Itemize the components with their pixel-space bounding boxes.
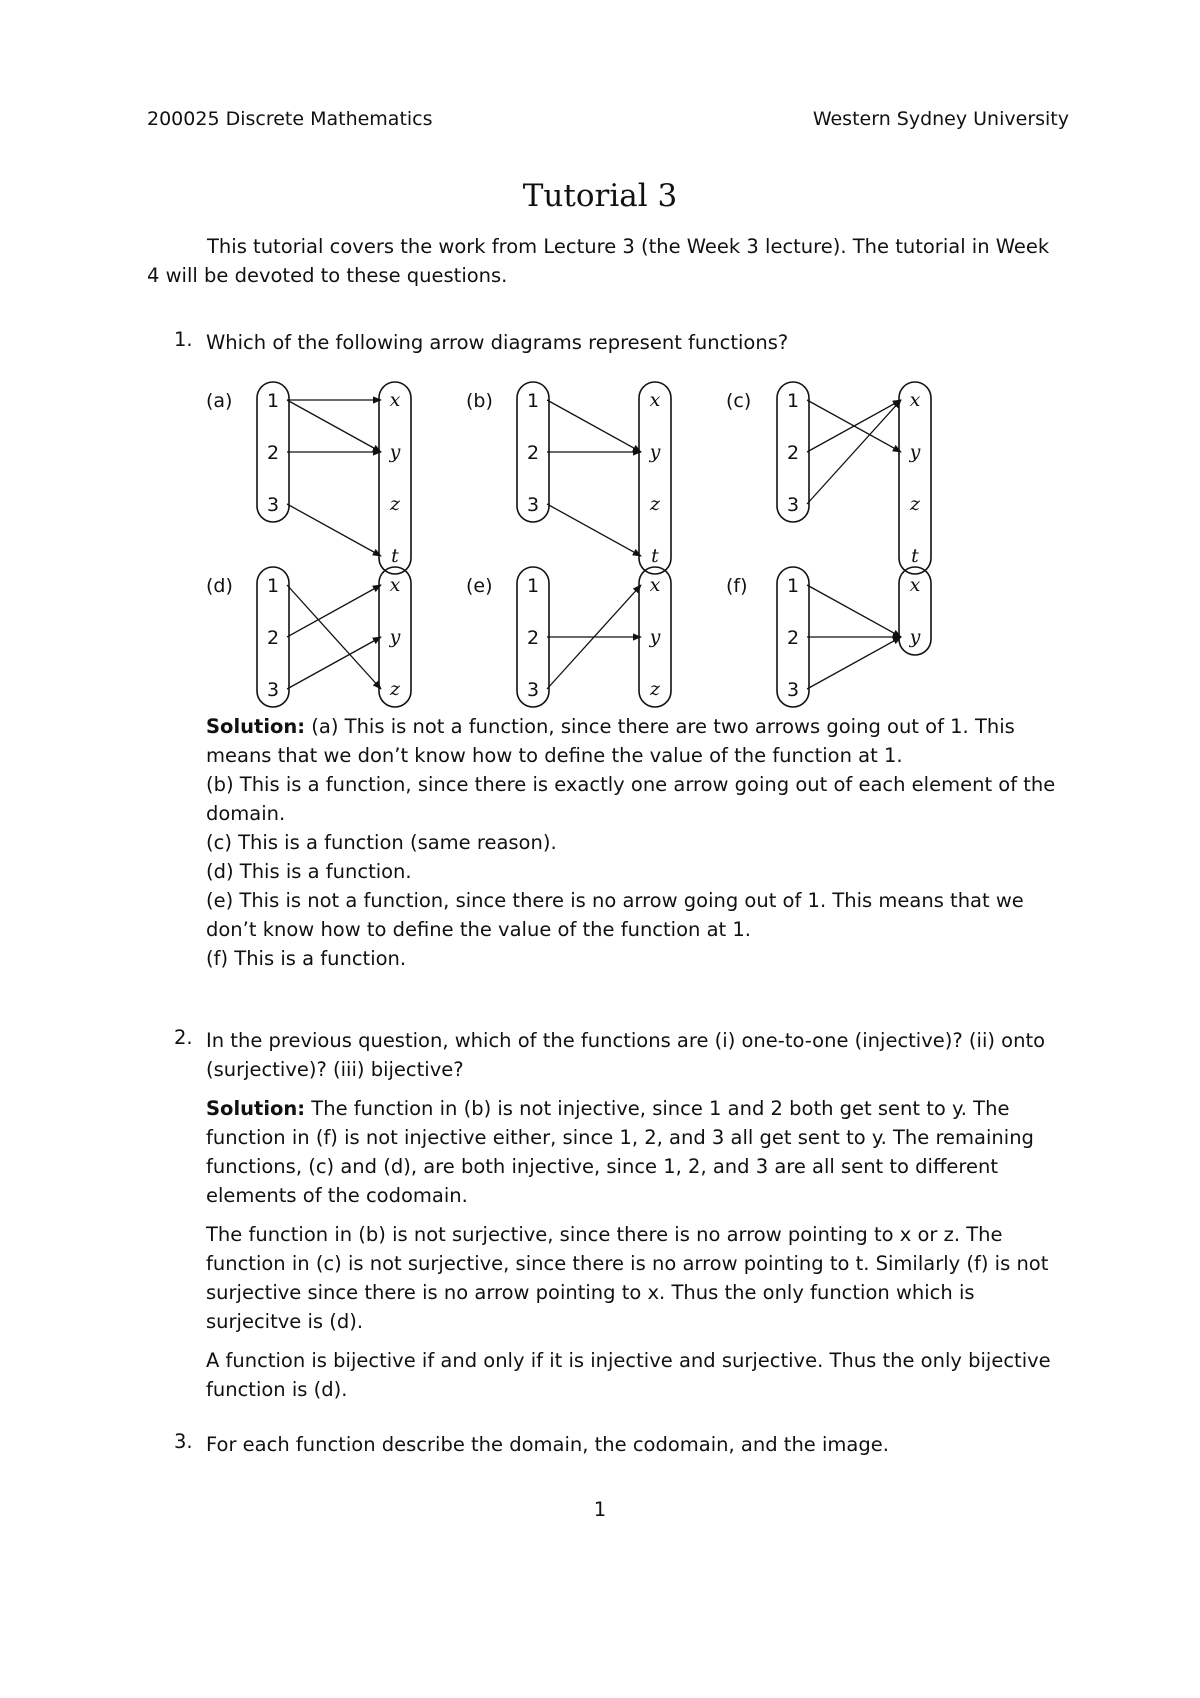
q1-solution-label: Solution: [206,715,306,738]
diagram-label: (a) [206,390,233,412]
diagram-label: (e) [466,575,493,597]
diagram-4 [206,567,411,707]
mapping-arrow [287,585,381,689]
codomain-element: y [649,441,661,463]
mapping-arrow [807,637,901,689]
q1-solution-f: (f) This is a function. [206,947,407,970]
domain-element: 3 [266,494,280,516]
diagram-6 [726,567,931,707]
q2-solution-p1: The function in (b) is not injective, since 1 and 2 both get sent to y. The function in (f) is not injective either, since 1, 2, and 3 all get sent to y. The remaining functions, (c) and (d), are both injective, since 1, 2, and 3 are all sent to different elements of the codomain. [206,1097,1034,1207]
domain-element: 3 [786,679,800,701]
q2-number: 2. [174,1026,193,1049]
codomain-element: t [391,545,399,567]
q1-number: 1. [174,328,193,351]
mapping-arrow [547,400,641,452]
domain-element: 3 [786,494,800,516]
diagram-label: (f) [726,575,748,597]
domain-element: 3 [526,494,540,516]
course-header: 200025 Discrete Mathematics [147,108,433,130]
domain-element: 2 [786,627,800,649]
q1-solution-d: (d) This is a function. [206,860,412,883]
codomain-element: x [649,389,661,411]
diagram-label: (c) [726,390,752,412]
mapping-arrow [807,585,901,637]
q1-text: Which of the following arrow diagrams represent functions? [206,331,789,354]
q1-solution-a: (a) This is not a function, since there are two arrows going out of 1. This means that we don’t know how to define the value of the function at 1. [206,715,1015,767]
q3-number: 3. [174,1430,193,1453]
q1-solution-c: (c) This is a function (same reason). [206,831,557,854]
mapping-arrow [807,400,901,504]
domain-element: 2 [786,442,800,464]
codomain-element: z [389,678,401,700]
q1-solution-e: (e) This is not a function, since there is no arrow going out of 1. This means that we don’t know how to define the value of the function at 1. [206,889,1024,941]
domain-element: 1 [526,390,540,412]
codomain-element: z [649,678,661,700]
diagram-1 [206,382,411,574]
codomain-element: t [911,545,919,567]
q2-solution [206,1094,1068,1404]
codomain-element: x [909,389,921,411]
codomain-element: x [649,574,661,596]
mapping-arrow [287,637,381,689]
codomain-element: x [389,389,401,411]
page-title: Tutorial 3 [522,178,678,214]
codomain-element: y [649,626,661,648]
codomain-element: y [909,441,921,463]
mapping-arrow [287,504,381,556]
diagram-3 [726,382,931,574]
q1-solution [206,712,1068,973]
q3-text: For each function describe the domain, the codomain, and the image. [206,1433,889,1456]
domain-element: 2 [526,442,540,464]
diagram-5 [466,567,671,707]
page-number: 1 [593,1498,607,1521]
domain-element: 1 [266,390,280,412]
domain-element: 1 [786,390,800,412]
domain-element: 3 [266,679,280,701]
mapping-arrow [547,504,641,556]
mapping-arrow [287,400,381,452]
domain-element: 2 [266,627,280,649]
q2-text: In the previous question, which of the functions are (i) one-to-one (injective)? (ii) onto (surjective)? (iii) bijective? [206,1029,1046,1081]
codomain-element: z [649,493,661,515]
domain-element: 2 [526,627,540,649]
q2-solution-p2: The function in (b) is not surjective, since there is no arrow pointing to x or z. The function in (c) is not surjective, since there is no arrow pointing to t. Similarly (f) is not surjective since there is no arrow pointing to x. Thus the only function which is surjecitve is (d). [206,1223,1049,1333]
domain-element: 3 [526,679,540,701]
codomain-element: x [389,574,401,596]
codomain-element: t [651,545,659,567]
q2-solution-label: Solution: [206,1097,306,1120]
diagram-label: (d) [206,575,233,597]
codomain-element: x [909,574,921,596]
domain-element: 2 [266,442,280,464]
q1-solution-b: (b) This is a function, since there is exactly one arrow going out of each element of the domain. [206,773,1056,825]
codomain-element: y [389,441,401,463]
q2-solution-p3: A function is bijective if and only if it is injective and surjective. Thus the only bijective function is (d). [206,1349,1051,1401]
domain-element: 1 [526,575,540,597]
mapping-arrow [287,585,381,637]
codomain-element: y [909,626,921,648]
codomain-element: z [909,493,921,515]
university-header: Western Sydney University [812,108,1069,130]
domain-element: 1 [786,575,800,597]
arrow-diagrams [0,370,1200,710]
intro-paragraph: This tutorial covers the work from Lecture 3 (the Week 3 lecture). The tutorial in Week 4 will be devoted to these questions. [147,235,1050,287]
codomain-element: z [389,493,401,515]
codomain-element: y [389,626,401,648]
diagram-label: (b) [466,390,493,412]
domain-element: 1 [266,575,280,597]
diagram-2 [466,382,671,574]
